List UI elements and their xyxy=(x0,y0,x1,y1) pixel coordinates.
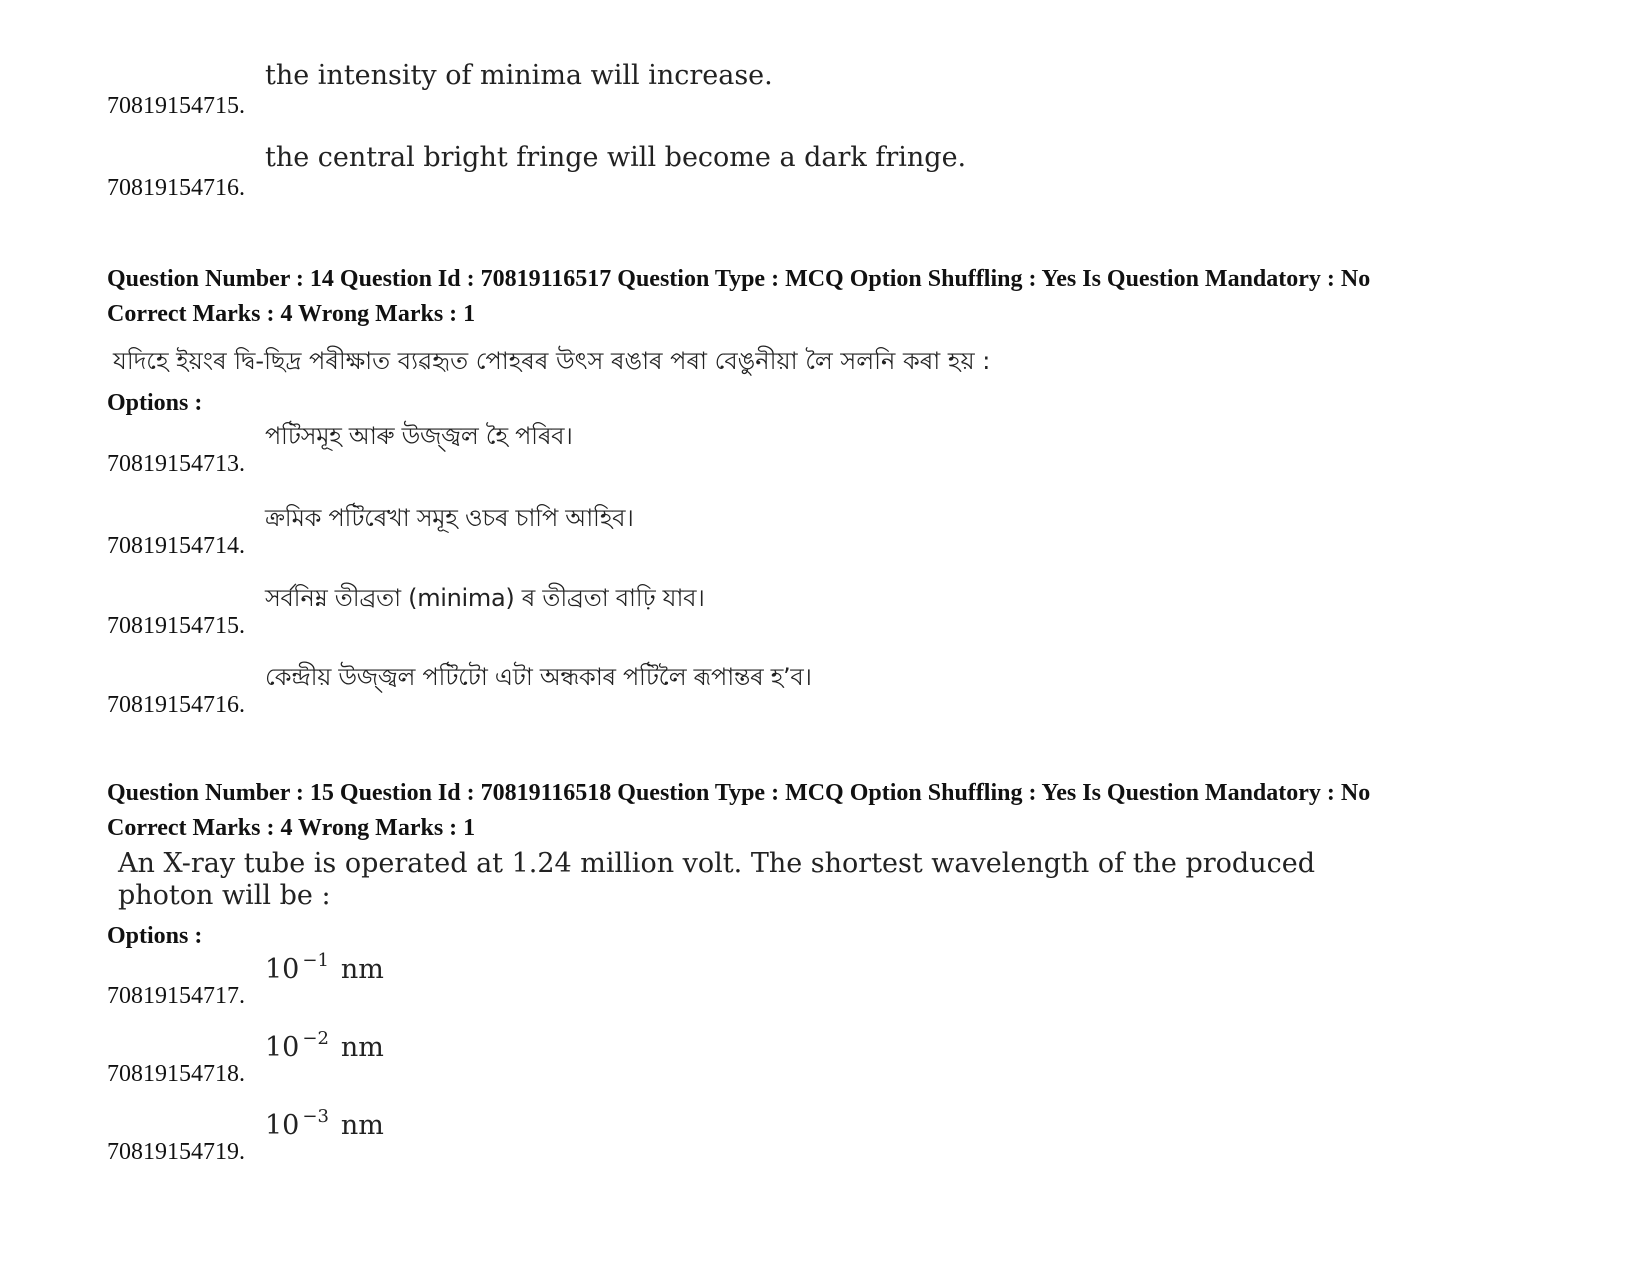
option-row xyxy=(107,60,1507,120)
question-14-header xyxy=(107,262,1370,332)
option-id: 70819154716. xyxy=(107,692,245,718)
stem-line: photon will be : xyxy=(118,880,331,911)
option-row xyxy=(107,580,1507,640)
formula-exponent: −2 xyxy=(302,1028,329,1049)
option-formula xyxy=(265,950,384,985)
option-id: 70819154715. xyxy=(107,613,245,639)
option-text: the central bright fringe will become a dark fringe. xyxy=(265,142,967,173)
option-id: 70819154718. xyxy=(107,1061,245,1087)
question-15-header xyxy=(107,776,1370,846)
option-formula xyxy=(265,1028,384,1063)
option-id: 70819154719. xyxy=(107,1139,245,1165)
option-row xyxy=(107,950,1507,1010)
formula-unit: nm xyxy=(340,1110,384,1141)
option-row xyxy=(107,418,1507,478)
question-15-stem xyxy=(118,848,1315,912)
option-id: 70819154714. xyxy=(107,533,245,559)
option-row xyxy=(107,142,1507,202)
question-meta-line: Question Number : 14 Question Id : 70819116517 Question Type : MCQ Option Shuffling : Yes Is Question Mandatory : No xyxy=(107,266,1371,292)
option-text: কেন্দ্ৰীয় উজ্জ্বল পটিটো এটা অন্ধকাৰ পটিলৈ ৰূপান্তৰ হ’ব। xyxy=(265,663,812,691)
option-text: ক্ৰমিক পটিৰেখা সমূহ ওচৰ চাপি আহিব। xyxy=(265,504,634,532)
formula-base: 10 xyxy=(265,1110,300,1141)
question-marks-line: Correct Marks : 4 Wrong Marks : 1 xyxy=(107,815,476,841)
options-label: Options : xyxy=(107,923,203,949)
formula-base: 10 xyxy=(265,954,300,985)
option-id: 70819154716. xyxy=(107,175,245,201)
option-id: 70819154715. xyxy=(107,93,245,119)
stem-line: An X-ray tube is operated at 1.24 million volt. The shortest wavelength of the produced xyxy=(118,848,1315,879)
options-label: Options : xyxy=(107,390,203,416)
option-text: পটিসমূহ আৰু উজ্জ্বল হৈ পৰিব। xyxy=(265,422,573,450)
formula-unit: nm xyxy=(340,1032,384,1063)
option-text: the intensity of minima will increase. xyxy=(265,60,773,91)
question-marks-line: Correct Marks : 4 Wrong Marks : 1 xyxy=(107,301,476,327)
option-row xyxy=(107,1028,1507,1088)
formula-exponent: −3 xyxy=(302,1106,329,1127)
question-meta-line: Question Number : 15 Question Id : 70819116518 Question Type : MCQ Option Shuffling : Yes Is Question Mandatory : No xyxy=(107,780,1371,806)
option-row xyxy=(107,659,1507,719)
option-formula xyxy=(265,1106,384,1141)
option-id: 70819154713. xyxy=(107,451,245,477)
formula-unit: nm xyxy=(340,954,384,985)
option-id: 70819154717. xyxy=(107,983,245,1009)
option-text: সৰ্বনিম্ন তীব্ৰতা (minima) ৰ তীব্ৰতা বাঢ়ি যাব। xyxy=(265,584,705,612)
formula-base: 10 xyxy=(265,1032,300,1063)
formula-exponent: −1 xyxy=(302,950,329,971)
option-row xyxy=(107,500,1507,560)
option-row xyxy=(107,1106,1507,1166)
question-14-stem: যদিহে ইয়ংৰ দ্বি-ছিদ্ৰ পৰীক্ষাত ব্যৱহৃত পোহৰৰ উৎস ৰঙাৰ পৰা বেঙুনীয়া লৈ সলনি কৰা হয় : xyxy=(113,347,991,375)
